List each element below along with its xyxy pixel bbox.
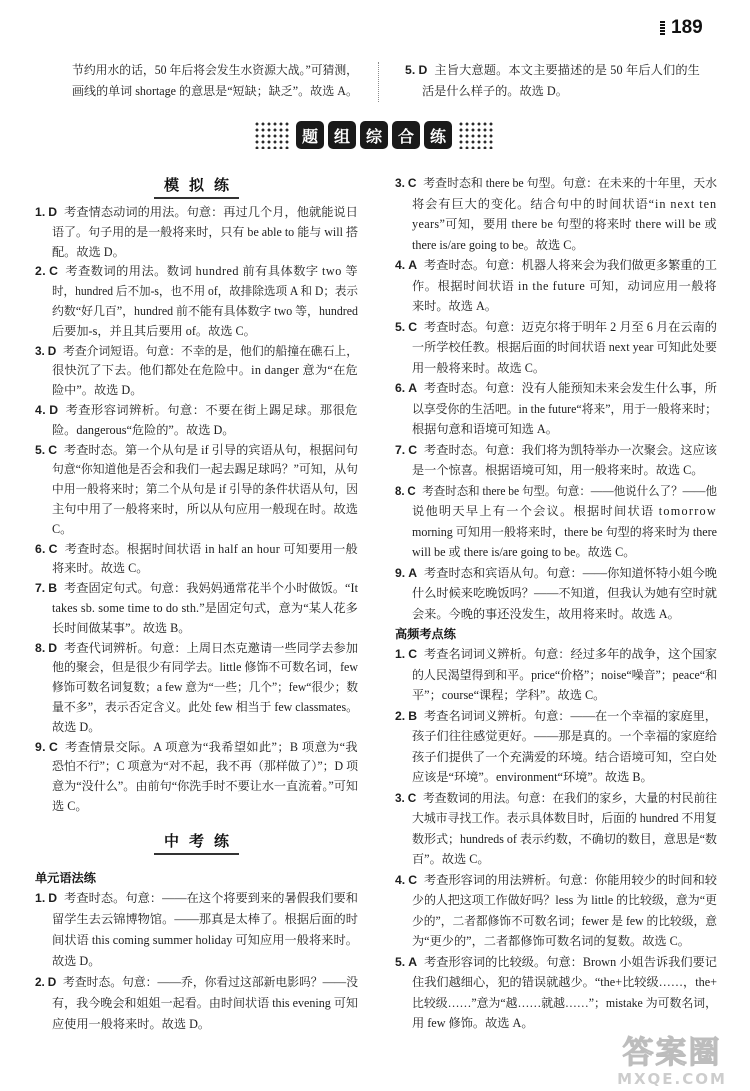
- item-text: 考查代词辨析。句意：上周日杰克邀请一些同学去参加: [64, 640, 358, 655]
- item-line-content: [395, 173, 717, 194]
- banner-char: 练: [424, 121, 452, 149]
- item-text-line: [52, 930, 358, 951]
- item-line-content: 句意“你知道他是否会和我们一起去踢足球吗？”可知，从句: [52, 462, 358, 477]
- text-line: [72, 81, 358, 102]
- answer-item: [35, 342, 358, 401]
- item-text-line: [52, 1014, 358, 1035]
- item-first-line: [395, 378, 717, 399]
- item-text: 考查时态和宾语从句。句意：——你知道怀特小姐今晚: [424, 565, 717, 580]
- item-text-line: [52, 361, 358, 381]
- item-line-content: 选 C。: [52, 798, 88, 813]
- item-answer: C: [49, 264, 59, 279]
- item-answer: C: [48, 739, 59, 754]
- mock-practice-answers: [35, 203, 358, 817]
- item-line-content: 会来。今晚的事还没发生，故用将来时。故选 A。: [412, 606, 680, 621]
- item-line-content: 故选 D。: [52, 954, 101, 968]
- item-text-line: [412, 829, 717, 850]
- item-text-line: [52, 500, 358, 520]
- item-text-line: [52, 599, 358, 619]
- item-text-line: [412, 399, 717, 420]
- item-text-line: [412, 890, 717, 911]
- item-text: 考查时态。句意：机器人将来会为我们做更多繁重的工: [424, 258, 717, 272]
- item-text: 考查介词短语。句意：不幸的是，他们的船撞在礁石上，: [63, 343, 358, 358]
- item-text-line: [412, 542, 717, 563]
- item-line-content: takes sb. some time to do sth.”是固定句式，意为“某人花多: [52, 600, 358, 615]
- high-frequency-answers: [395, 644, 717, 1034]
- page-number: 189: [671, 17, 703, 38]
- answer-item: [35, 401, 358, 441]
- item-line-content: 时，hundred 后不加-s，也不用 of，故排除选项 A 和 D；表示: [52, 284, 358, 299]
- item-number: 3.: [395, 790, 405, 805]
- item-answer: B: [408, 708, 418, 723]
- item-text-line: [52, 777, 358, 797]
- item-text-line: [412, 235, 717, 256]
- heading-text: 中考练: [154, 831, 239, 855]
- item-line-content: 约数“好几百”，hundred 前不能有具体数字 two 等，hundred: [52, 303, 358, 318]
- item-text-line: [412, 1013, 717, 1034]
- item-first-line: [395, 173, 717, 194]
- item-text-line: [412, 685, 717, 706]
- item-first-line: [35, 540, 358, 560]
- item-line-content: 说他明天早上有一个会议。根据时间状语 tomorrow: [412, 504, 717, 518]
- item-line-content: 险。dangerous“危险的”。故选 D。: [52, 422, 235, 437]
- item-line-content: 间状语 this coming summer holiday 可知应用一般将来时。: [52, 933, 358, 947]
- item-text: 考查名词词义辨析。句意：经过多年的战争，这个国家: [424, 647, 717, 661]
- item-line-content: 是一个惊喜。根据语境可知，用一般将来时。故选 C。: [412, 463, 704, 477]
- item-text-line: [412, 276, 717, 297]
- item-line-content: 活是什么样子的。故选 D。: [422, 84, 568, 98]
- item-text-line: [412, 849, 717, 870]
- item-number: 8.: [35, 640, 46, 655]
- item-line-content: [395, 870, 717, 891]
- page-marker-icon: [660, 21, 665, 35]
- item-text: 考查时态。句意：迈克尔将于明年 2 月至 6 月在云南的: [424, 319, 717, 334]
- item-first-line: [35, 639, 358, 659]
- item-line-content: 作。根据时间状语 in the future 可知，动词应用一般将: [412, 278, 717, 293]
- item-text-line: [412, 767, 717, 788]
- answer-item: [35, 262, 358, 341]
- item-line-content: 以享受你的生活吧。in the future“将来”，用于一般将来时；: [412, 401, 717, 416]
- answer-item: [395, 255, 717, 317]
- item-line-content: 意为“没什么”。由前句“你洗手时不要让水一直流着。”可知: [52, 779, 358, 794]
- item-line-content: 应该是“环境”。environment“环境”。故选 B。: [412, 770, 653, 784]
- item-line-content: 后要加-s，并且其后要用 of。故选 C。: [52, 323, 256, 338]
- item-text: 考查时态。根据时间状语 in half an hour 可知要用一般: [64, 541, 358, 556]
- item-text: 考查形容词辨析。句意：不要在街上踢足球。那很危: [65, 402, 358, 417]
- item-text: 考查名词词义辨析。句意：——在一个幸福的家庭里，: [424, 708, 717, 723]
- watermark-logo: [602, 1036, 742, 1088]
- item-line-content: 百”。故选 C。: [412, 852, 490, 866]
- item-line-content: 应使用一般将来时。故选 D。: [52, 1017, 211, 1031]
- answer-item: [35, 203, 358, 262]
- item-text-line: [422, 81, 700, 102]
- item-line-content: 将会有巨大的变化。结合句中的时间状语“in next ten: [412, 196, 717, 211]
- item-first-line: [395, 563, 717, 584]
- item-text-line: [52, 282, 358, 302]
- item-answer: B: [48, 581, 58, 596]
- item-text-line: [412, 911, 717, 932]
- item-text-line: [52, 302, 358, 322]
- item-line-content: 比较级……”意为“越……就越……”；mistake 为可数名词，: [412, 995, 717, 1010]
- item-answer: D: [47, 343, 57, 358]
- item-text-line: [52, 678, 358, 698]
- item-text-line: [52, 797, 358, 817]
- item-line-content: [395, 481, 717, 502]
- item-text: 考查时态。句意：没有人能预知未来会发生什么事，所: [424, 381, 717, 395]
- item-number: 4.: [395, 258, 406, 272]
- answer-item: [395, 563, 717, 625]
- top-right-continuation: [405, 60, 700, 102]
- item-text-line: [412, 665, 717, 686]
- item-text-line: [52, 460, 358, 480]
- item-answer: C: [48, 541, 58, 556]
- item-line-content: 什么时候来吃晚饭吗？——不知道，但我认为她有空时就: [412, 586, 717, 600]
- item-text-line: [52, 480, 358, 500]
- item-answer: C: [408, 647, 418, 661]
- item-text: 主旨大意题。本文主要描述的是 50 年后人们的生: [434, 63, 700, 77]
- item-line-content: 将来时。故选 C。: [52, 561, 149, 576]
- item-first-line: [35, 972, 358, 993]
- item-text-line: [52, 909, 358, 930]
- item-text-line: [412, 522, 717, 543]
- item-text-line: [52, 619, 358, 639]
- item-line-content: years”可知，要用 there be 句型的将来时 there will be 或: [412, 217, 717, 231]
- answer-item: [395, 952, 717, 1034]
- item-text: 考查时态。句意：——在这个将要到来的暑假我们要和: [64, 891, 358, 905]
- item-answer: D: [49, 402, 59, 417]
- item-text-line: [412, 604, 717, 625]
- item-line-content: [35, 540, 358, 560]
- item-line-content: 语了。句子用的是一般将来时，只有 be able to 能与 will 搭: [52, 224, 358, 239]
- item-line-content: C。: [52, 521, 73, 536]
- unit-grammar-answers: [35, 888, 358, 1035]
- watermark-domain: MXQE.COM: [617, 1070, 727, 1088]
- banner-char: 综: [360, 121, 388, 149]
- item-line-content: 大城市寻找工作。表示具体数目时，后面的 hundred 不用复: [412, 811, 717, 825]
- item-first-line: [395, 440, 717, 461]
- answer-item: [395, 788, 717, 870]
- heading-exam-practice: [35, 831, 358, 855]
- answer-item: [395, 706, 717, 788]
- item-line-content: 故选 D。: [52, 719, 101, 734]
- item-text: 考查数词的用法。句意：在我们的家乡，大量的村民前往: [422, 790, 717, 805]
- item-number: 3.: [35, 343, 45, 358]
- item-number: 6.: [395, 381, 406, 395]
- item-line-content: [395, 440, 717, 461]
- answer-item: [35, 639, 358, 738]
- subheading-unit-grammar: 单元语法练: [35, 871, 96, 885]
- item-number: 5.: [395, 954, 406, 969]
- item-answer: D: [48, 205, 58, 219]
- item-answer: C: [408, 872, 418, 887]
- item-text-line: [412, 931, 717, 952]
- item-first-line: [395, 644, 717, 665]
- item-number: 5.: [395, 319, 406, 334]
- item-text-line: [412, 583, 717, 604]
- answer-item: [35, 441, 358, 540]
- subheading-high-frequency: 高频考点练: [395, 627, 456, 641]
- item-text-line: [412, 419, 717, 440]
- item-text-line: [52, 520, 358, 540]
- item-line-content: will be 或 there is/are going to be。故选 C。: [412, 545, 636, 559]
- item-text-line: [52, 223, 358, 243]
- item-text-line: [412, 747, 717, 768]
- item-number: 4.: [35, 402, 47, 417]
- item-answer: D: [418, 63, 428, 77]
- item-number: 5.: [405, 63, 416, 77]
- item-number: 7.: [35, 581, 46, 596]
- item-text-line: [412, 194, 717, 215]
- item-text-line: [52, 951, 358, 972]
- item-number: 1.: [35, 205, 46, 219]
- item-text-line: [412, 358, 717, 379]
- item-line-content: 数形式；hundreds of 表示约数，不确切的数目，意思是“数: [412, 831, 717, 846]
- item-answer: C: [48, 442, 57, 457]
- watermark-text: 答案圈: [622, 1035, 722, 1071]
- item-first-line: [35, 888, 358, 909]
- answer-item: [395, 317, 717, 379]
- item-text: 考查固定句式。句意：我妈妈通常花半个小时做饭。“It: [64, 581, 358, 596]
- top-left-continuation: [72, 60, 358, 102]
- item-line-content: [395, 952, 717, 973]
- item-text: 考查时态。句意：——乔，你看过这部新电影吗？——没: [63, 975, 358, 989]
- item-first-line: [395, 255, 717, 276]
- answer-item: [395, 440, 717, 481]
- item-line-content: 孩子们往往感觉更好。——那是真的。一个幸福的家庭给: [412, 729, 717, 743]
- item-text: 考查形容词的比较级。句意：Brown 小姐告诉我们要记: [424, 954, 717, 969]
- item-text-line: [52, 658, 358, 678]
- answer-item: [395, 378, 717, 440]
- item-first-line: [35, 579, 358, 599]
- banner-char: 题: [296, 121, 324, 149]
- item-first-line: [405, 60, 700, 81]
- item-line-content: 很快沉了下去。他们都处在危险中。in danger 意为“在危: [52, 363, 358, 378]
- item-number: 2.: [395, 708, 406, 723]
- item-line-content: 用一般将来时。故选 C。: [412, 360, 546, 375]
- item-text: 考查时态。句意：我们将为凯特举办一次聚会。这应该: [424, 442, 717, 457]
- answer-item: [35, 888, 358, 972]
- item-text: 考查数词的用法。数词 hundred 前有具体数字 two 等: [65, 264, 358, 279]
- item-answer: A: [408, 381, 418, 395]
- item-first-line: [35, 203, 358, 223]
- item-line-content: [35, 579, 358, 599]
- item-first-line: [35, 342, 358, 362]
- item-line-content: 险中”。故选 D。: [52, 383, 143, 398]
- item-text-line: [52, 421, 358, 441]
- item-first-line: [395, 706, 717, 727]
- item-line-content: [35, 888, 358, 909]
- item-text-line: [52, 559, 358, 579]
- answer-item: [35, 972, 358, 1035]
- heading-mock-practice: [35, 175, 358, 199]
- item-text-line: [412, 726, 717, 747]
- dot-pattern-icon: [254, 121, 290, 149]
- banner-char: 合: [392, 121, 420, 149]
- item-text-line: [412, 993, 717, 1014]
- item-line-content: 的人民渴望得到和平。price“价格”；noise“噪音”；peace“和: [412, 667, 717, 682]
- item-line-content: 一所学校任教。根据后面的时间状语 next year 可知此处要: [412, 340, 717, 354]
- item-number: 9.: [395, 565, 406, 580]
- item-line-content: [405, 60, 700, 81]
- item-line-content: 根据句意和语境可知选 A。: [412, 422, 558, 436]
- item-line-content: 有，我今晚会和姐姐一起看。由时间状语 this evening 可知: [52, 996, 358, 1010]
- answer-item: [405, 60, 700, 102]
- item-answer: D: [48, 891, 58, 905]
- item-text-line: [52, 243, 358, 263]
- answer-item: [35, 579, 358, 638]
- item-line-content: [395, 788, 717, 809]
- item-text-line: [412, 460, 717, 481]
- banner-char: 组: [328, 121, 356, 149]
- item-first-line: [35, 401, 358, 421]
- item-text-line: [412, 501, 717, 522]
- item-line-content: 主句中用了一般将来时，所以从句应用一般现在时。故选: [52, 501, 358, 516]
- line-content: 画线的单词 shortage 的意思是“短缺；缺乏”。故选 A。: [72, 84, 358, 98]
- column-divider: [378, 62, 379, 102]
- answer-item: [395, 481, 717, 563]
- item-line-content: [35, 401, 358, 421]
- item-number: 7.: [395, 442, 406, 457]
- answer-item: [35, 540, 358, 580]
- answer-item: [35, 738, 358, 817]
- item-text-line: [412, 296, 717, 317]
- item-text: 考查情景交际。A 项意为“我希望如此”；B 项意为“我: [65, 739, 358, 754]
- item-number: 2.: [35, 264, 47, 279]
- item-text-line: [412, 972, 717, 993]
- item-line-content: [35, 441, 358, 461]
- item-line-content: 他的聚会，但是很少有同学去。little 修饰不可数名词，few: [52, 660, 358, 675]
- item-line-content: 住我们越细心，犯的错误就越少。“the+比较级……，the+: [412, 975, 717, 989]
- item-text-line: [412, 214, 717, 235]
- item-line-content: [35, 738, 358, 758]
- dot-pattern-icon: [458, 121, 494, 149]
- item-first-line: [35, 262, 358, 282]
- item-line-content: 留学生去云锦博物馆。——那真是太棒了。根据后面的时: [52, 912, 358, 926]
- item-first-line: [35, 738, 358, 758]
- page-number-block: [660, 17, 703, 39]
- item-line-content: 长时间做某事”。故选 B。: [52, 620, 191, 635]
- item-answer: D: [47, 975, 57, 989]
- item-line-content: [395, 644, 717, 665]
- answer-item: [395, 173, 717, 255]
- item-text: 考查形容词的用法辨析。句意：你能用较少的时间和较: [424, 872, 717, 887]
- item-line-content: 修饰可数名词复数；a few 意为“一些；几个”；few“很少；数: [52, 680, 358, 695]
- item-number: 2.: [35, 975, 45, 989]
- item-first-line: [395, 870, 717, 891]
- item-text: 考查情态动词的用法。句意：再过几个月，他就能说日: [64, 205, 358, 219]
- item-answer: C: [408, 442, 418, 457]
- item-answer: C: [408, 319, 418, 334]
- item-text-line: [52, 993, 358, 1014]
- item-answer: C: [407, 176, 417, 190]
- item-number: 5.: [35, 442, 46, 457]
- item-text: 考查时态。第一个从句是 if 引导的宾语从句，根据问句: [64, 442, 358, 457]
- line-content: 节约用水的话，50 年后将会发生水资源大战。”可猜测，: [72, 63, 358, 77]
- item-number: 4.: [395, 872, 406, 887]
- item-line-content: there is/are going to be。故选 C。: [412, 237, 584, 252]
- item-text-line: [52, 698, 358, 718]
- item-first-line: [395, 481, 717, 502]
- item-line-content: 用 few 修饰。故选 A。: [412, 1016, 534, 1030]
- item-line-content: 量不多”，表示否定含义。此处 few 相当于 few classmates。: [52, 699, 358, 714]
- item-first-line: [395, 317, 717, 338]
- unit-grammar-answers-continued: [395, 173, 717, 624]
- item-number: 6.: [35, 541, 46, 556]
- item-first-line: [395, 788, 717, 809]
- item-line-content: [35, 639, 358, 659]
- item-text-line: [52, 322, 358, 342]
- item-line-content: 恐怕不行”；C 项意为“对不起，我不再（那样做了）”；D 项: [52, 759, 358, 774]
- item-line-content: 孩子们提供了一个充满爱的环境。结合语境可知，空白处: [412, 749, 717, 764]
- item-text-line: [52, 381, 358, 401]
- item-answer: C: [407, 483, 416, 498]
- item-text-line: [52, 757, 358, 777]
- item-line-content: [35, 262, 358, 282]
- item-number: 3.: [395, 176, 405, 190]
- section-banner: [254, 119, 494, 151]
- item-number: 1.: [395, 647, 406, 661]
- item-answer: A: [408, 565, 418, 580]
- item-line-content: 少的人把这项工作做好吗？less 为 little 的比较级，意为“更: [412, 893, 717, 907]
- answer-item: [395, 644, 717, 706]
- heading-text: 模拟练: [154, 175, 239, 199]
- item-line-content: 平”；course“课程；学科”。故选 C。: [412, 688, 606, 702]
- item-line-content: 为“更少的”，二者都修饰可数名词的复数。故选 C。: [412, 934, 690, 948]
- item-line-content: [395, 317, 717, 338]
- item-first-line: [35, 441, 358, 461]
- item-line-content: 配。故选 D。: [52, 244, 125, 259]
- item-answer: D: [48, 640, 58, 655]
- item-line-content: [395, 563, 717, 584]
- item-text: 考查时态和 there be 句型。句意：在未来的十年里，天水: [423, 176, 717, 190]
- item-line-content: [395, 255, 717, 276]
- item-text-line: [412, 808, 717, 829]
- item-answer: C: [407, 790, 417, 805]
- text-line: [72, 60, 358, 81]
- item-number: 9.: [35, 739, 46, 754]
- item-number: 8.: [395, 483, 405, 498]
- item-line-content: [35, 203, 358, 223]
- item-line-content: 少的”，二者都修饰不可数名词；fewer 是 few 的比较级，意: [412, 913, 717, 928]
- item-line-content: [395, 378, 717, 399]
- item-line-content: 来时。故选 A。: [412, 299, 497, 313]
- item-line-content: [35, 342, 358, 362]
- item-line-content: [395, 706, 717, 727]
- item-line-content: morning 可知用一般将来时，there be 句型的将来时为 there: [412, 524, 717, 539]
- item-line-content: [35, 972, 358, 993]
- item-text-line: [412, 337, 717, 358]
- item-line-content: 中用一般将来时；第二个从句是 if 引导的条件状语从句，因: [52, 482, 358, 497]
- answer-item: [395, 870, 717, 952]
- item-first-line: [395, 952, 717, 973]
- item-answer: A: [408, 954, 418, 969]
- item-text: 考查时态和 there be 句型。句意：——他说什么了？——他: [422, 483, 717, 498]
- item-text-line: [52, 718, 358, 738]
- item-number: 1.: [35, 891, 46, 905]
- item-answer: A: [408, 258, 418, 272]
